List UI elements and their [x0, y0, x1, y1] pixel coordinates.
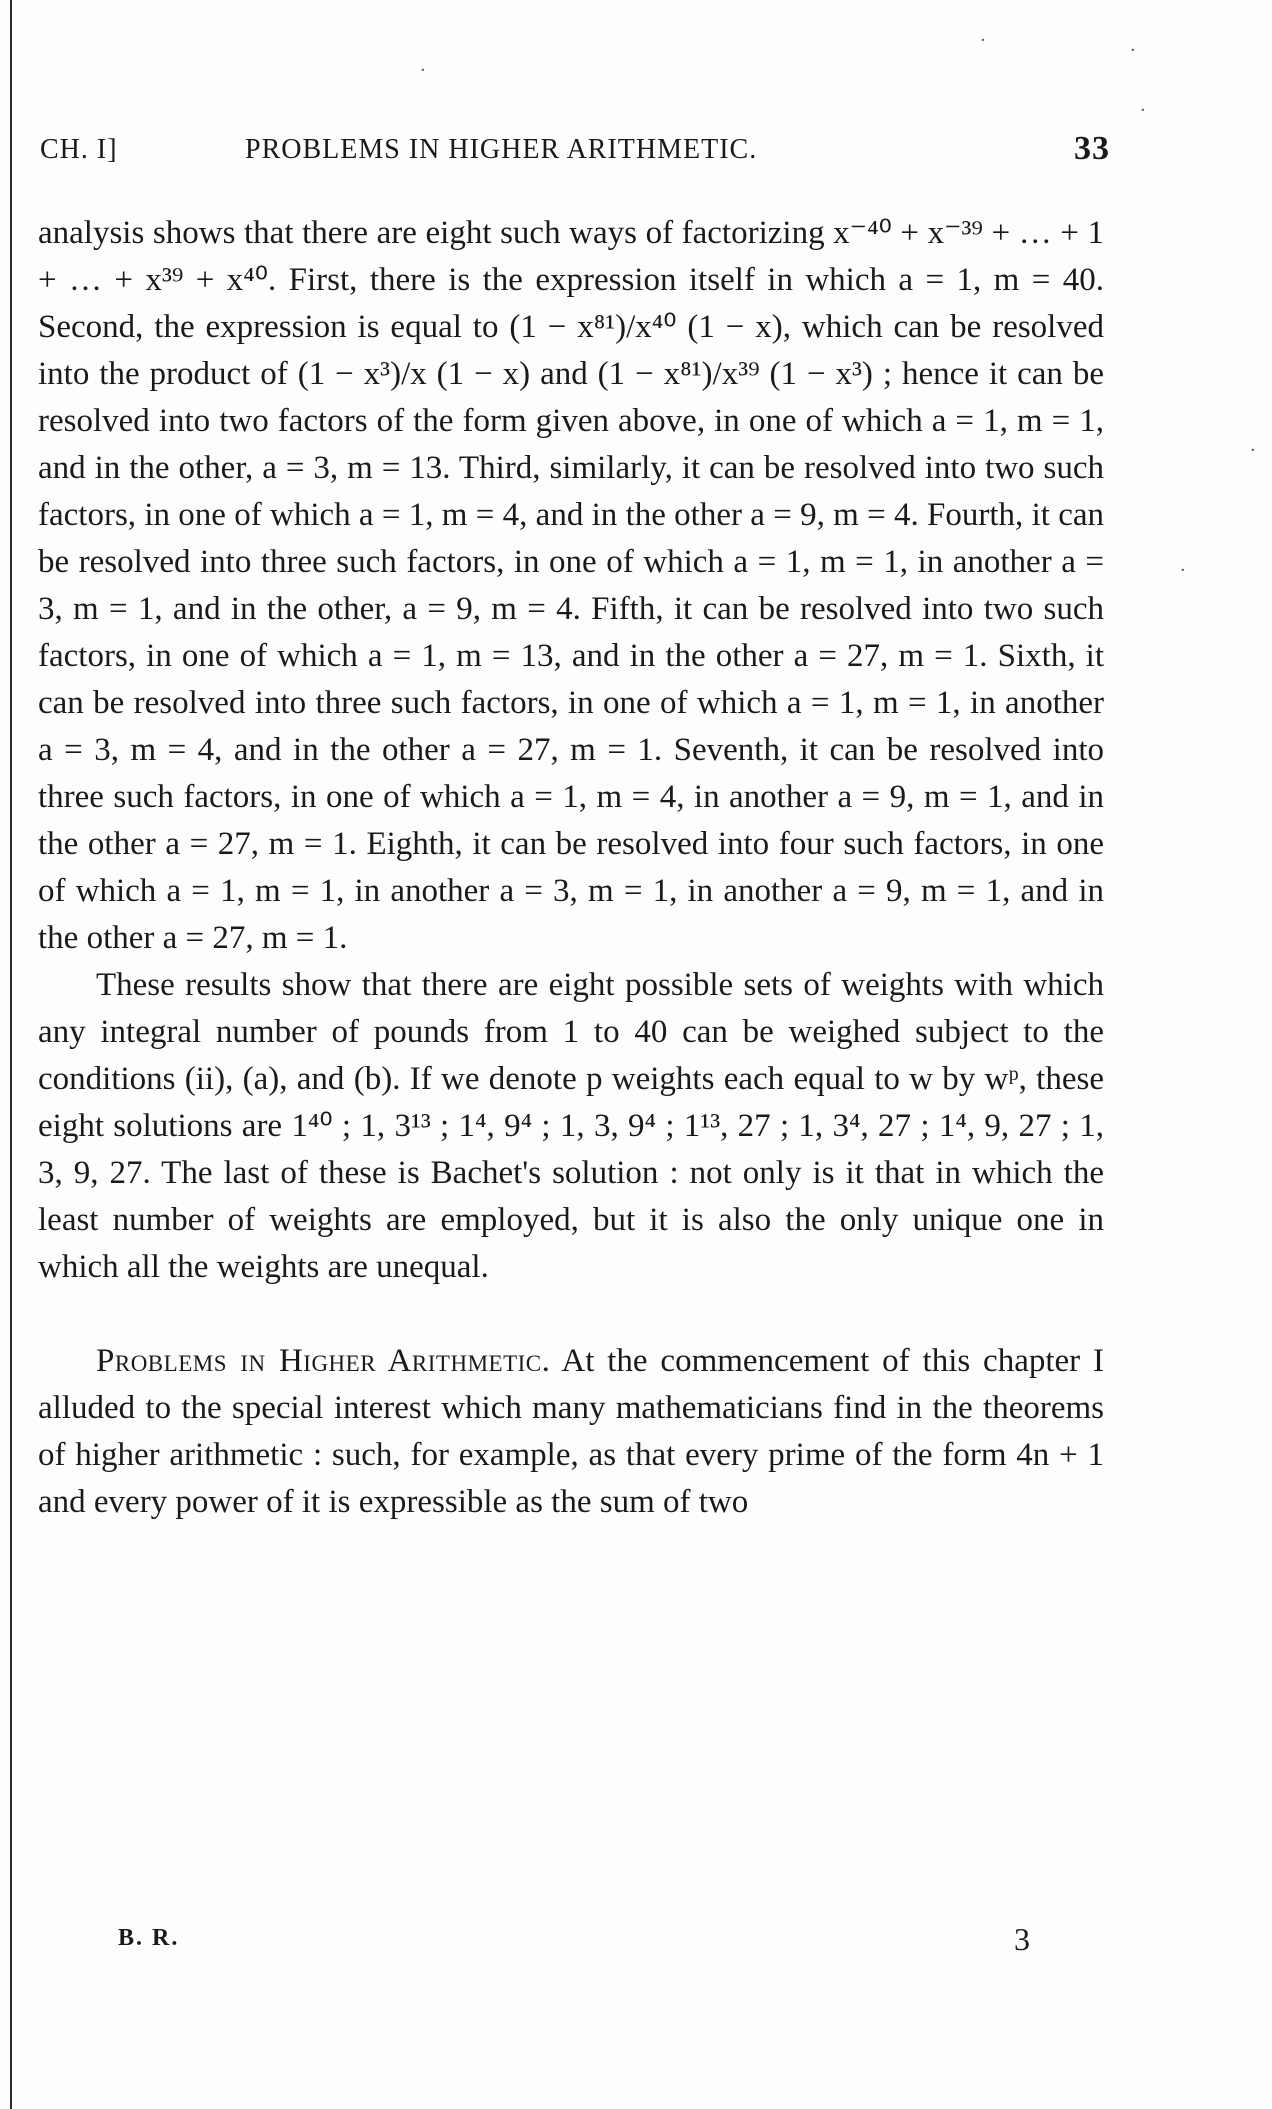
page-footer	[118, 1921, 1030, 1961]
page-edge-shadow	[10, 0, 12, 2109]
scan-speck: ·	[420, 60, 426, 81]
sheet-number: 3	[1014, 1921, 1030, 1957]
scan-speck: ·	[980, 30, 986, 51]
scan-speck: ·	[1140, 100, 1146, 121]
running-header	[40, 130, 1110, 174]
scan-speck: ·	[1180, 560, 1186, 581]
chapter-label: CH. I]	[40, 134, 118, 165]
section-higher-arithmetic	[38, 1338, 1104, 1526]
section-title: Problems in Higher Arithmetic.	[96, 1343, 551, 1379]
scan-speck: ·	[1130, 40, 1136, 61]
printer-signature: B. R.	[118, 1925, 180, 1951]
paragraph-weight-solutions: These results show that there are eight possible sets of weights with which any integral number of pounds from 1 to 40 can be weighed subject to the conditions (ii), (a), and (b). If we denote p weights each equal to w by wᵖ, these eight solutions are 1⁴⁰ ; 1, 3¹³ ; 1⁴, 9⁴ ; 1, 3, 9⁴ ; 1¹³, 27 ; 1, 3⁴, 27 ; 1⁴, 9, 27 ; 1, 3, 9, 27. The last of these is Bachet's solution : not only is it that in which the least number of weights are employed, but it is also the only unique one in which all the weights are unequal.	[38, 967, 1104, 1285]
page-number: 33	[1074, 130, 1110, 167]
section-text: At the commencement of this chapter I alluded to the special interest which many mathematicians find in the theorems of higher arithmetic : such, for example, as that every prime of the form 4n + 1 and every power of it is expressible as the sum of two	[38, 1343, 1104, 1520]
running-title: PROBLEMS IN HIGHER ARITHMETIC.	[245, 134, 758, 165]
scan-speck: ·	[1250, 440, 1256, 461]
paragraph-factorization-analysis: analysis shows that there are eight such ways of factorizing x⁻⁴⁰ + x⁻³⁹ + … + 1 + … + x³⁹ + x⁴⁰. First, there is the expression itself in which a = 1, m = 40. Second, the expression is equal to (1 − x⁸¹)/x⁴⁰ (1 − x), which can be resolved into the product of (1 − x³)/x (1 − x) and (1 − x⁸¹)/x³⁹ (1 − x³) ; hence it can be resolved into two factors of the form given above, in one of which a = 1, m = 1, and in the other, a = 3, m = 13. Third, similarly, it can be resolved into two such factors, in one of which a = 1, m = 4, and in the other a = 9, m = 4. Fourth, it can be resolved into three such factors, in one of which a = 1, m = 1, in another a = 3, m = 1, and in the other, a = 9, m = 4. Fifth, it can be resolved into two such factors, in one of which a = 1, m = 13, and in the other a = 27, m = 1. Sixth, it can be resolved into three such factors, in one of which a = 1, m = 1, in another a = 3, m = 4, and in the other a = 27, m = 1. Seventh, it can be resolved into three such factors, in one of which a = 1, m = 4, in another a = 9, m = 1, and in the other a = 27, m = 1. Eighth, it can be resolved into four such factors, in one of which a = 1, m = 1, in another a = 3, m = 1, in another a = 9, m = 1, and in the other a = 27, m = 1.	[38, 215, 1104, 956]
body-text	[38, 210, 1104, 1526]
